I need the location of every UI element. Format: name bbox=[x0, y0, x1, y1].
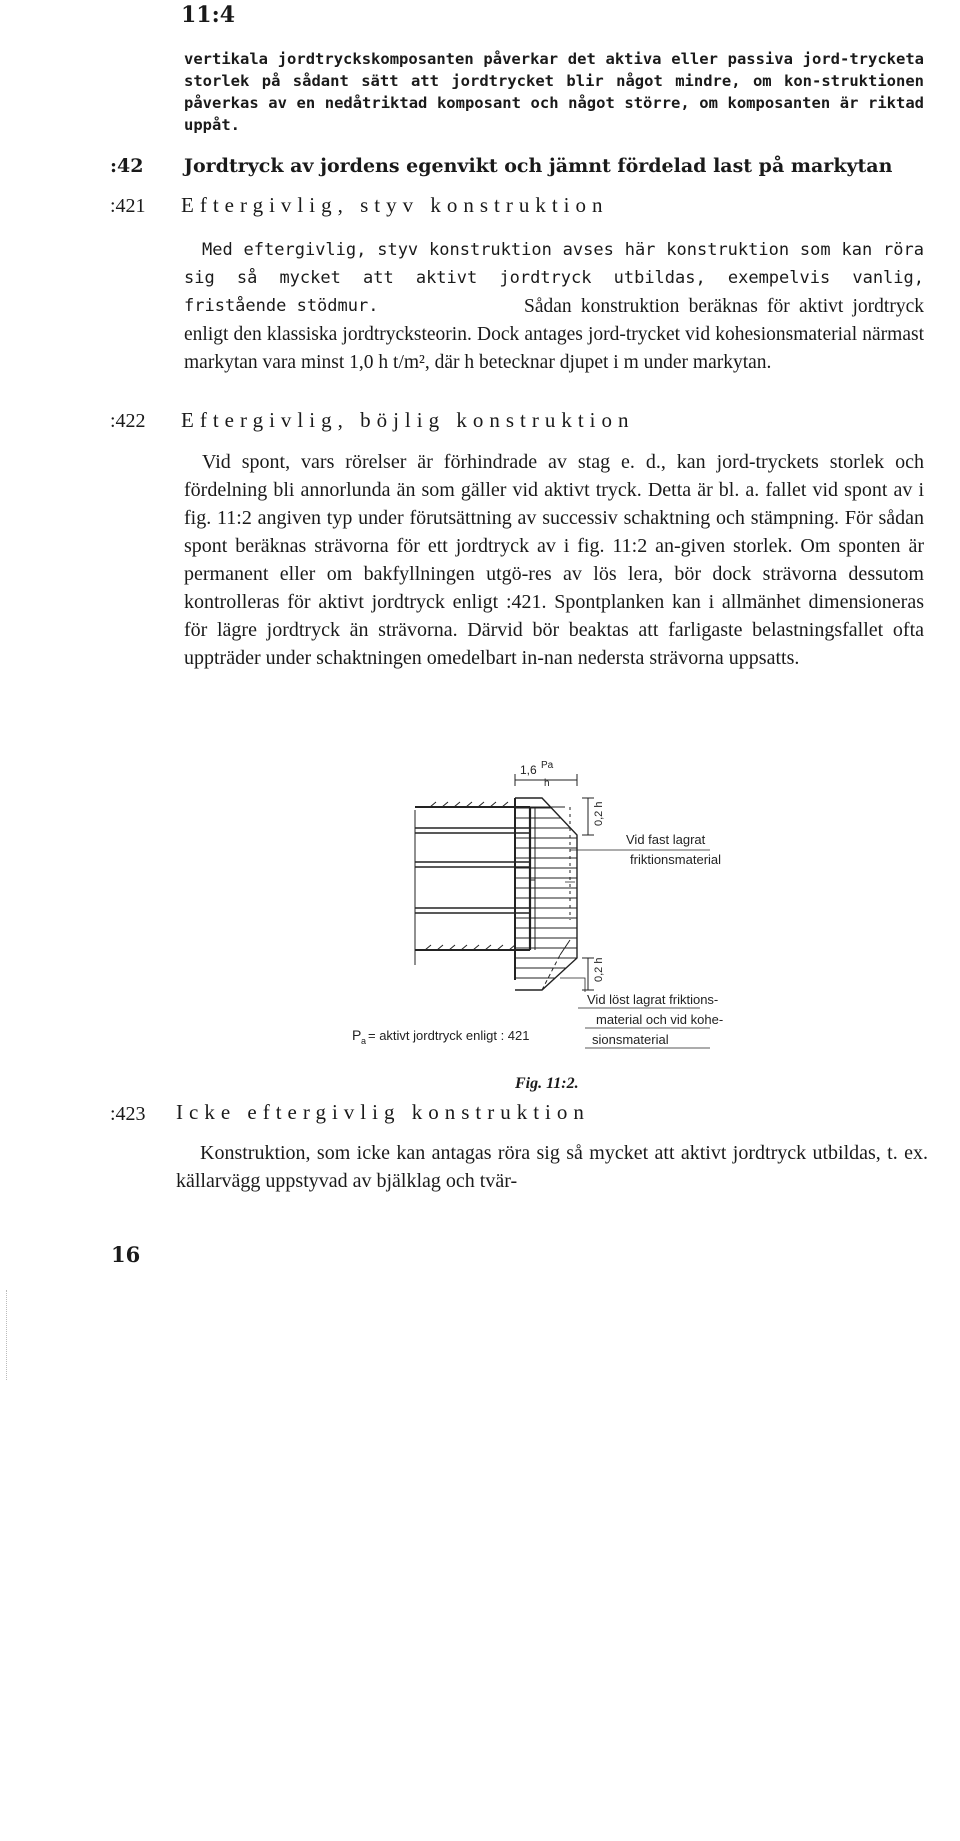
section-422-body: Vid spont, vars rörelser är förhindrade av stag e. d., kan jord-tryckets storlek och fördelning bli annorlunda än som gäller vid aktivt tryck. Detta är bl. a. fallet vid spont av i fig. 11:2 angiven typ under förutsättning av successiv schaktning och stämpning. För sådan spont beräknas strävorna för ett jordtryck av i fig. 11:2 an-given storlek. Om sponten är permanent eller om bakfyllningen utgö-res av lös lera, bör dock strävorna dessutom kontrolleras för aktivt jordtryck enligt :421. Spontplanken kan i allmänhet dimensioneras för lägre jordtryck än strävorna. Därvid bör beaktas att farligaste belastningsfallet ofta uppträder under schaktningen omedelbart in-nan nedersta strävorna uppsatts. bbox=[184, 451, 924, 669]
section-number-423: :423 bbox=[110, 1103, 146, 1125]
page-label: 11:4 bbox=[181, 2, 236, 28]
formula-text: = aktivt jordtryck enligt : 421 bbox=[368, 1028, 530, 1043]
section-number-422: :422 bbox=[110, 410, 146, 432]
label-factor: 1,6 bbox=[520, 763, 537, 777]
label-h: h bbox=[544, 778, 550, 789]
label-los-line3: sionsmaterial bbox=[592, 1032, 669, 1047]
section-heading-42: Jordtryck av jordens egenvikt och jämnt fördelad last på markytan bbox=[184, 155, 893, 177]
label-fast-line2: friktionsmaterial bbox=[630, 852, 722, 867]
section-title-421: Eftergivlig, styv konstruktion bbox=[181, 193, 609, 217]
dimension-bottom: 0,2 h bbox=[593, 957, 605, 982]
section-title-422: Eftergivlig, böjlig konstruktion bbox=[181, 408, 635, 432]
figure-caption: Fig. 11:2. bbox=[515, 1075, 579, 1092]
formula-subscript: a bbox=[361, 1036, 367, 1046]
scan-edge-marks bbox=[6, 1290, 9, 1380]
section-421-body-a: Med eftergivlig, styv konstruktion avses här konstruktion som kan röra sig så mycket att aktivt jordtryck utbildas, exempelvis vanlig, fristående stödmur. bbox=[184, 240, 924, 316]
formula-symbol: P bbox=[352, 1027, 362, 1043]
dimension-top: 0,2 h bbox=[593, 801, 605, 826]
section-number-42: :42 bbox=[110, 155, 144, 177]
figure-11-2 bbox=[330, 760, 810, 1065]
page-number: 16 bbox=[111, 1242, 141, 1267]
label-los-line2: material och vid kohe- bbox=[596, 1012, 724, 1027]
intro-paragraph: vertikala jordtryckskomposanten påverkar det aktiva eller passiva jord-trycketa storlek på sådant sätt att jordtrycket blir något mindre, om kon-struktionen påverkas av en nedåtriktad komposant och något större, om komposanten är riktad uppåt. bbox=[184, 50, 924, 134]
section-title-423: Icke eftergivlig konstruktion bbox=[176, 1100, 590, 1124]
section-423-body: Konstruktion, som icke kan antagas röra sig så mycket att aktivt jordtryck utbildas, t. ex. källarvägg uppstyvad av bjälklag och tvär- bbox=[176, 1142, 928, 1192]
strutted-sheet-pile-drawing bbox=[415, 802, 575, 965]
section-number-421: :421 bbox=[110, 195, 146, 217]
section-421-body-b: Sådan konstruktion beräknas för aktivt jordtryck enligt den klassiska jordtrycksteorin. Dock antages jord-trycket vid kohesionsmaterial närmast markytan vara minst 1,0 h t/m², där h betecknar djupet i m under markytan. bbox=[184, 296, 924, 373]
earth-pressure-diagram bbox=[515, 774, 710, 1008]
label-pa: Pa bbox=[541, 760, 554, 771]
label-fast-line1: Vid fast lagrat bbox=[626, 832, 706, 847]
label-los-line1: Vid löst lagrat friktions- bbox=[587, 992, 719, 1007]
